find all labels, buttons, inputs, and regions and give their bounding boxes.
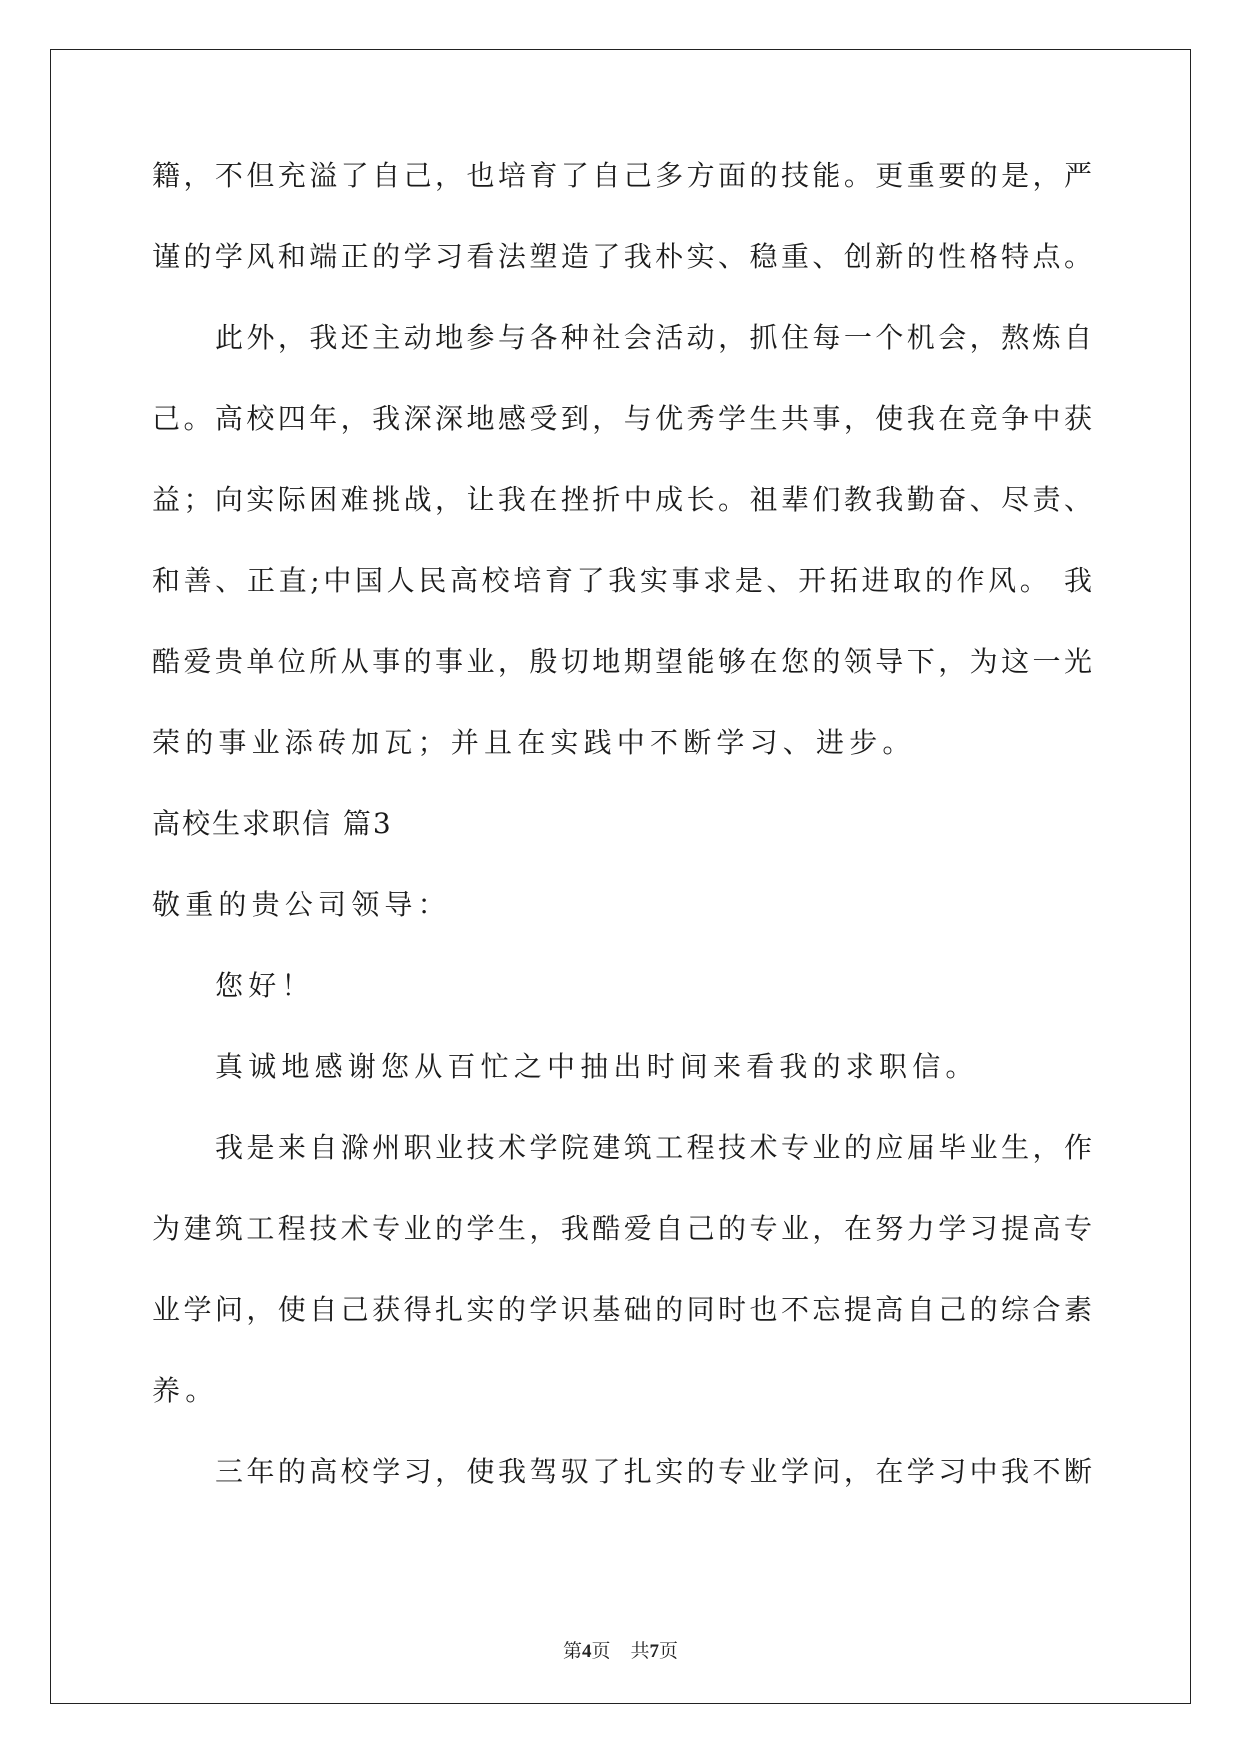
text-line: 为建筑工程技术专业的学生，我酷爱自己的专业，在努力学习提高专 [152, 1212, 1092, 1245]
text-line: 己。高校四年，我深深地感受到，与优秀学生共事，使我在竞争中获 [152, 402, 1092, 435]
text-line: 我是来自滁州职业技术学院建筑工程技术专业的应届毕业生，作 [215, 1131, 1092, 1164]
salutation: 敬重的贵公司领导： [152, 888, 451, 921]
text-line: 荣的事业添砖加瓦；并且在实践中不断学习、进步。 [152, 726, 916, 759]
text-line: 真诚地感谢您从百忙之中抽出时间来看我的求职信。 [215, 1050, 979, 1083]
text-line: 谨的学风和端正的学习看法塑造了我朴实、稳重、创新的性格特点。 [152, 240, 1092, 273]
footer-prefix: 第 [562, 1641, 582, 1662]
text-line: 酷爱贵单位所从事的事业，殷切地期望能够在您的领导下，为这一光 [152, 645, 1092, 678]
footer-total-prefix: 共 [630, 1641, 650, 1662]
text-line: 和善、正直;中国人民高校培育了我实事求是、开拓进取的作风。 我 [152, 564, 1092, 597]
page-footer [0, 1636, 1241, 1663]
current-page-number: 4 [581, 1641, 592, 1662]
text-line: 益；向实际困难挑战，让我在挫折中成长。祖辈们教我勤奋、尽责、 [152, 483, 1092, 516]
footer-total-suffix: 页 [659, 1641, 679, 1662]
text-line: 业学问，使自己获得扎实的学识基础的同时也不忘提高自己的综合素 [152, 1293, 1092, 1326]
text-line: 此外，我还主动地参与各种社会活动，抓住每一个机会，熬炼自 [215, 321, 1092, 354]
greeting: 您好！ [215, 969, 315, 1002]
text-line: 籍，不但充溢了自己，也培育了自己多方面的技能。更重要的是，严 [152, 159, 1092, 192]
total-pages-number: 7 [649, 1641, 660, 1662]
text-line: 养。 [152, 1374, 219, 1407]
document-body [152, 159, 1092, 1539]
footer-page-suffix: 页 [591, 1641, 611, 1662]
section-heading: 高校生求职信 篇3 [152, 807, 393, 840]
text-line: 三年的高校学习，使我驾驭了扎实的专业学问，在学习中我不断 [215, 1455, 1092, 1488]
